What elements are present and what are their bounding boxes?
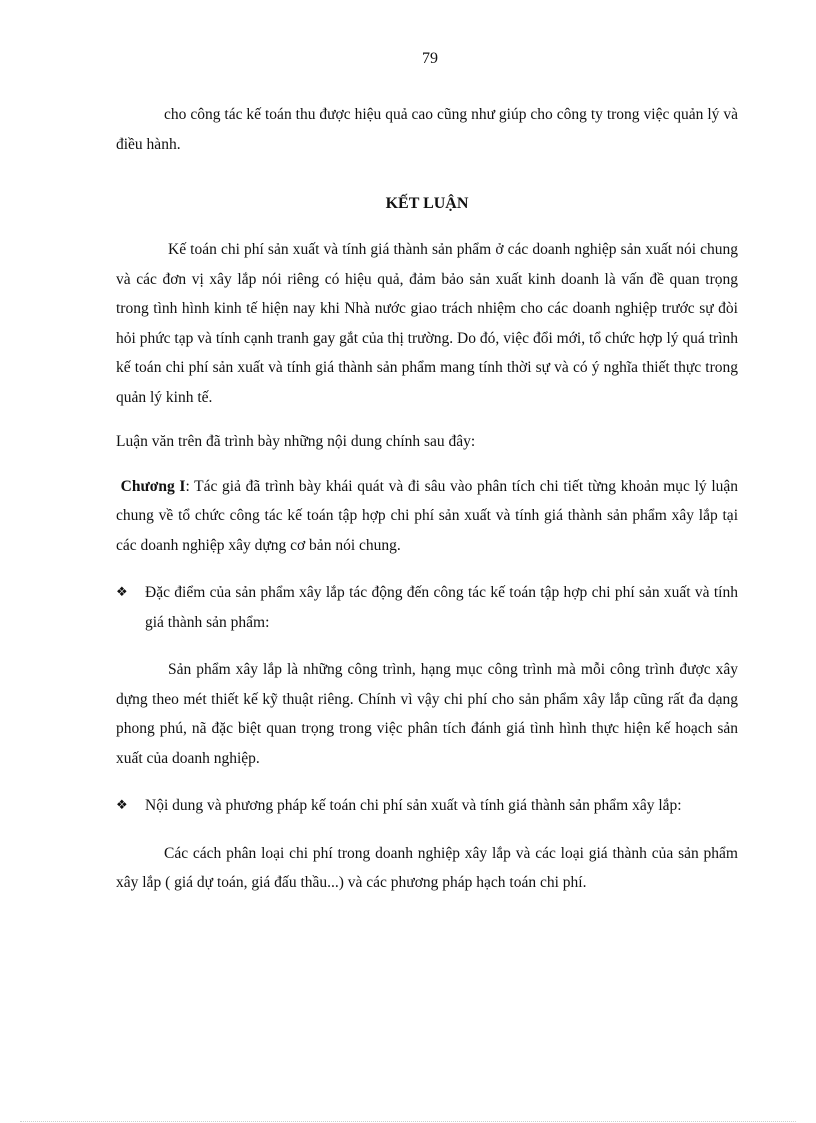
bullet-text: Đặc điểm của sản phẩm xây lắp tác động đến công tác kế toán tập hợp chi phí sản xuất và tính giá thành sản phẩm: <box>145 584 738 631</box>
bullet-text: Nội dung và phương pháp kế toán chi phí sản xuất và tính giá thành sản phẩm xây lắp: <box>145 797 682 814</box>
bullet-detail-characteristics: Sản phẩm xây lắp là những công trình, hạng mục công trình mà mỗi công trình được xây dựng theo mét thiết kế kỹ thuật riêng. Chính vì vậy chi phí cho sản phẩm xây lắp cũng rất đa dạng phong phú, nã đặc biệt quan trọng trong việc phân tích đánh giá tình hình thực hiện kế hoạch sản xuất của doanh nghiệp. <box>116 661 738 767</box>
bullet-item-methods <box>116 791 738 821</box>
page-number: 79 <box>422 50 438 67</box>
intro-paragraph: cho công tác kế toán thu được hiệu quả cao cũng như giúp cho công ty trong việc quản lý và điều hành. <box>116 106 738 153</box>
chapter-1-text: : Tác giả đã trình bày khái quát và đi sâu vào phân tích chi tiết từng khoản mục lý luận chung về tổ chức công tác kế toán tập hợp chi phí sản xuất và tính giá thành sản phẩm xây lắp tại các doanh nghiệp xây dựng cơ bản nói chung. <box>116 477 739 554</box>
document-body <box>116 100 738 898</box>
bullet-item-characteristics <box>116 578 738 637</box>
diamond-bullet-icon: ❖ <box>116 585 128 600</box>
conclusion-paragraph: Kế toán chi phí sản xuất và tính giá thành sản phẩm ở các doanh nghiệp sản xuất nói chung và các đơn vị xây lắp nói riêng có hiệu quả, đảm bảo sản xuất kinh doanh là vấn đề quan trọng trong tình hình kinh tế hiện nay khi Nhà nước giao trách nhiệm cho các doanh nghiệp trước sự đòi hỏi phức tạp và tính cạnh tranh gay gắt của thị trường. Do đó, việc đổi mới, tổ chức hợp lý quá trình kế toán chi phí sản xuất và tính giá thành sản phẩm mang tính thời sự và có ý nghĩa thiết thực trong quản lý kinh tế. <box>116 241 738 406</box>
chapter-1-paragraph <box>116 472 738 561</box>
chapter-1-label: Chương I <box>120 477 186 495</box>
diamond-bullet-icon: ❖ <box>116 798 128 813</box>
page-footer-divider <box>20 1121 796 1122</box>
section-heading: KẾT LUẬN <box>385 195 469 212</box>
bullet-detail-methods: Các cách phân loại chi phí trong doanh nghiệp xây lắp và các loại giá thành của sản phẩm xây lắp ( giá dự toán, giá đấu thầu...) và các phương pháp hạch toán chi phí. <box>116 844 738 891</box>
thesis-intro: Luận văn trên đã trình bày những nội dung chính sau đây: <box>116 433 476 450</box>
